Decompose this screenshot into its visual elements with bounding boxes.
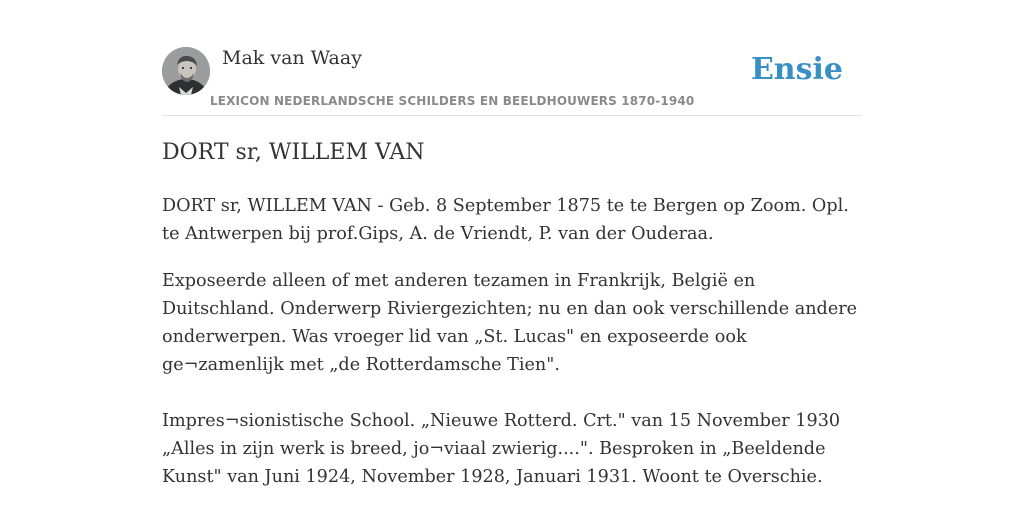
header xyxy=(162,46,862,116)
article-paragraph: Exposeerde alleen of met anderen tezamen in Frankrijk, België en Duitschland. Onderwerp Riviergezichten; nu en dan ook verschillende andere onderwerpen. Was vroeger lid van „St. Lucas" en exposeerde ook ge¬zamenlijk met „de Rotterdamsche Tien". Impres¬sionistische School. „Nieuwe Rotterd. Crt." van 15 November 1930 „Alles in zijn werk is breed, jo¬viaal zwierig....". Besproken in „Beeldende Kunst" van Juni 1924, November 1928, Januari 1931. Woont te Overschie. xyxy=(162,271,858,487)
lexicon-subtitle[interactable]: LEXICON NEDERLANDSCHE SCHILDERS EN BEELDHOUWERS 1870-1940 xyxy=(210,94,695,108)
article-paragraph: DORT sr, WILLEM VAN - Geb. 8 September 1875 te te Bergen op Zoom. Opl. te Antwerpen bij prof.Gips, A. de Vriendt, P. van der Ouderaa. xyxy=(162,196,849,244)
author-name[interactable]: Mak van Waay xyxy=(222,47,362,69)
page-title: DORT sr, WILLEM VAN xyxy=(162,140,425,165)
portrait-image xyxy=(162,47,210,95)
brand-logo[interactable]: Ensie xyxy=(750,52,843,87)
author-avatar[interactable] xyxy=(162,47,210,95)
article-body xyxy=(162,192,862,510)
